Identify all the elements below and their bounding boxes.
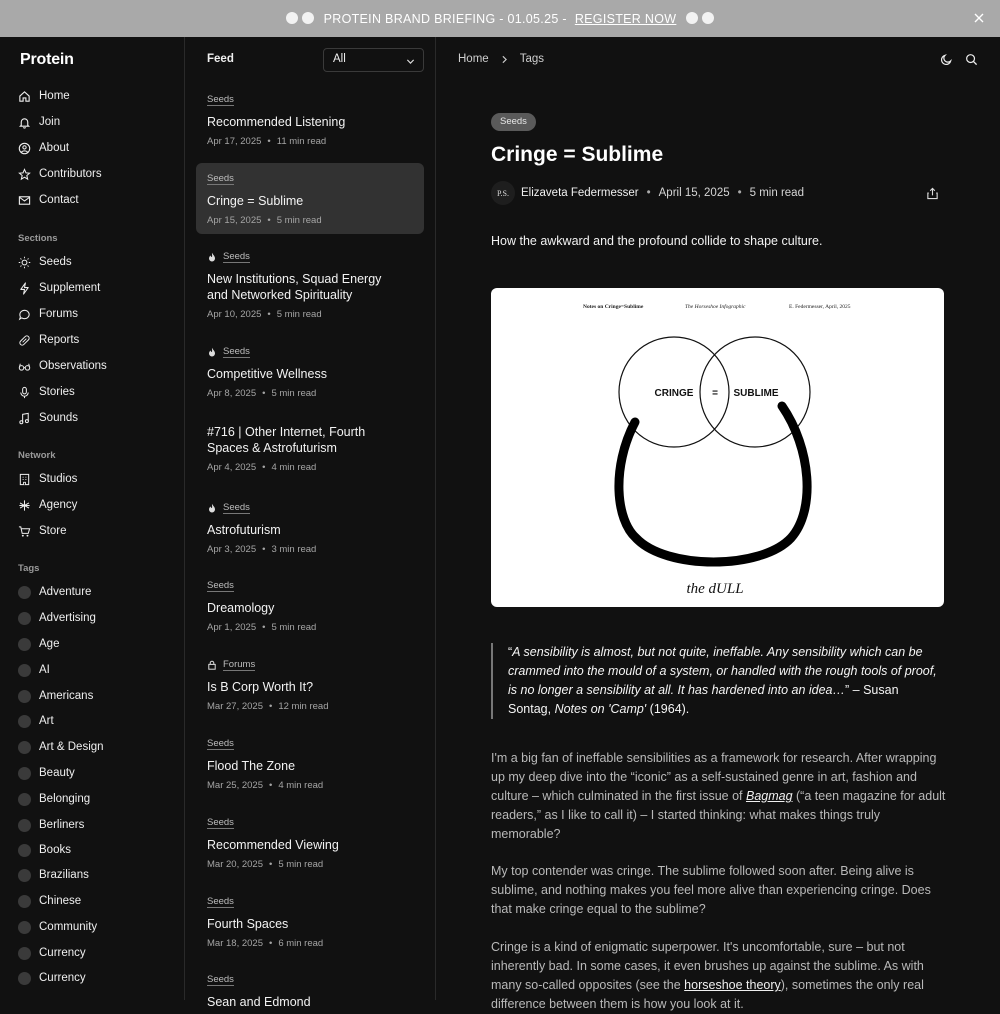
close-icon[interactable] [972, 11, 986, 25]
feed-item-category[interactable]: Seeds [207, 580, 234, 591]
feed-filter-value: All [333, 53, 346, 65]
tag-dot [18, 921, 31, 934]
feed-item-title: Is B Corp Worth It? [207, 680, 314, 694]
nav-label: Forums [39, 308, 78, 320]
tag-art[interactable] [18, 711, 54, 731]
feed-item[interactable] [196, 251, 424, 320]
search-icon[interactable] [965, 53, 978, 66]
blockquote: “A sensibility is almost, but not quite, ineffable. Any sensibility which can be crammed into the mould of a system, or handled with the rough tools of proof, is no longer a sensibility at all. It has hardened into an idea…” – Susan Sontag, Notes on 'Camp' (1964). [491, 643, 944, 719]
nav-observations[interactable] [18, 356, 107, 376]
tag-brazilians[interactable] [18, 865, 89, 885]
feed-item-meta: Apr 15, 2025 • 5 min read [207, 215, 322, 226]
banner-text: PROTEIN BRAND BRIEFING - 01.05.25 - [323, 11, 567, 26]
nav-label: Store [39, 525, 67, 537]
breadcrumb-tags[interactable]: Tags [519, 53, 544, 65]
horseshoe-theory-link[interactable]: horseshoe theory [684, 978, 781, 992]
feed-item[interactable] [196, 974, 424, 1010]
feed-item-meta: Mar 25, 2025 • 4 min read [207, 780, 324, 791]
equals-label: = [712, 388, 718, 399]
left-sidebar [0, 37, 185, 1000]
article-paragraph: My top contender was cringe. The sublime followed soon after. Being alive is sublime, and nothing makes you feel more alive than experiencing cringe. Does that make cringe equal to the sublime? [491, 864, 931, 916]
tag-label: Belonging [39, 793, 91, 805]
tag-dot [18, 819, 31, 832]
feed-item-title: Sean and Edmond [207, 995, 311, 1009]
figure-header-right: E. Federmesser, April, 2025 [789, 304, 851, 310]
nav-contact[interactable] [18, 190, 79, 210]
read-time: 5 min read [749, 187, 804, 199]
feed-item[interactable] [196, 94, 424, 152]
tag-advertising[interactable] [18, 608, 96, 628]
feed-item-meta: Apr 10, 2025 • 5 min read [207, 309, 322, 320]
sublime-label: SUBLIME [733, 388, 779, 399]
tag-label: Americans [39, 690, 94, 702]
feed-item-title: #716 | Other Internet, Fourth Spaces & Astrofuturism [207, 425, 366, 455]
tag-dot [18, 612, 31, 625]
tag-belonging[interactable] [18, 789, 90, 809]
user-circle-icon [18, 142, 31, 155]
tag-dot [18, 895, 31, 908]
tag-dot [18, 767, 31, 780]
asterisk-icon [18, 499, 31, 512]
article-title: Cringe = Sublime [491, 143, 664, 166]
article-paragraph: Cringe is a kind of enigmatic superpower. It's uncomfortable, sure – but not inherently bad. In some cases, it even brushes up against the sublime. As with many so-called opposites (see the horseshoe theory), sometimes the only real difference between them is how you look at it. [491, 940, 924, 1011]
figure-header-mid: The Horseshoe Infographic [685, 304, 746, 310]
tag-dot [18, 690, 31, 703]
nav-label: Join [39, 116, 61, 128]
nav-store[interactable] [18, 521, 67, 541]
tag-label: Berliners [39, 819, 85, 831]
music-icon [18, 412, 31, 425]
mic-icon [18, 386, 31, 399]
nav-label: Contributors [39, 168, 102, 180]
nav-studios[interactable] [18, 469, 77, 489]
tags-heading: Tags [18, 563, 40, 574]
announcement-banner [0, 0, 1000, 37]
feed-item[interactable] [196, 738, 424, 791]
feed-item-meta: Apr 1, 2025 • 5 min read [207, 622, 317, 633]
feed-item-title: Recommended Viewing [207, 838, 339, 852]
network-heading: Network [18, 450, 56, 461]
feed-item-meta: Apr 8, 2025 • 5 min read [207, 388, 317, 399]
feed-title: Feed [207, 53, 234, 65]
feed-item-category[interactable]: Seeds [207, 251, 413, 263]
tag-dot [18, 972, 31, 985]
feed-item-meta: Apr 3, 2025 • 3 min read [207, 544, 317, 555]
feed-item-meta: Mar 20, 2025 • 5 min read [207, 859, 324, 870]
tag-books[interactable] [18, 840, 71, 860]
tag-dot [18, 586, 31, 599]
tag-currency-2[interactable] [18, 968, 86, 988]
tag-dot [18, 793, 31, 806]
tag-pill[interactable]: Seeds [491, 113, 536, 131]
sun-icon [18, 256, 31, 269]
feed-item[interactable] [196, 896, 424, 949]
horseshoe-curve [619, 406, 807, 562]
nav-label: Agency [39, 499, 78, 511]
chat-icon [18, 308, 31, 321]
feed-item-active[interactable] [196, 163, 424, 234]
feed-item-meta: Apr 4, 2025 • 4 min read [207, 462, 317, 473]
nav-label: About [39, 142, 70, 154]
tag-chinese[interactable] [18, 891, 81, 911]
nav-about[interactable] [18, 138, 69, 158]
tag-art-design[interactable] [18, 737, 104, 757]
breadcrumb-home[interactable]: Home [458, 53, 489, 65]
feed-item-meta: Mar 27, 2025 • 12 min read [207, 701, 329, 712]
nav-forums[interactable] [18, 304, 78, 324]
nav-label: Supplement [39, 282, 101, 294]
bagmag-link[interactable]: Bagmag [745, 789, 793, 803]
home-icon [18, 90, 31, 103]
byline: P.S. Elizaveta Federmesser • April 15, 2025 • 5 min read [491, 181, 804, 205]
feed-item-category[interactable]: Seeds [207, 738, 234, 749]
tag-label: Books [39, 844, 71, 856]
flame-icon [207, 252, 217, 262]
nav-supplement[interactable] [18, 278, 100, 298]
tag-dot [18, 869, 31, 882]
tag-dot [18, 638, 31, 651]
dull-label: the dULL [686, 581, 744, 597]
tag-ai[interactable] [18, 660, 50, 680]
tag-label: Art & Design [39, 741, 104, 753]
tag-label: Chinese [39, 895, 82, 907]
article-paragraph: I'm a big fan of ineffable sensibilities as a framework for research. After wrapping up my deep dive into the “iconic” as a self-sustained genre in art, fashion and culture – which culminated in the first issue of Bagmag (“a teen magazine for adult readers,” as I like to call it) – I started thinking: what makes things truly memorable? [491, 751, 946, 841]
feed-item-title: Astrofuturism [207, 523, 281, 537]
nav-label: Reports [39, 334, 80, 346]
tag-label: Age [39, 638, 60, 650]
nav-sounds[interactable] [18, 408, 78, 428]
moon-icon[interactable] [940, 53, 953, 66]
bell-icon [18, 116, 31, 129]
tag-adventure[interactable] [18, 582, 91, 602]
nav-label: Stories [39, 386, 75, 398]
feed-item[interactable] [196, 817, 424, 870]
tag-community[interactable] [18, 917, 97, 937]
nav-stories[interactable] [18, 382, 75, 402]
share-icon[interactable] [926, 187, 939, 200]
star-icon [18, 168, 31, 181]
feed-item-meta: Apr 17, 2025 • 11 min read [207, 136, 327, 147]
feed-item-title: Competitive Wellness [207, 367, 327, 381]
feed-item-title: Fourth Spaces [207, 917, 289, 931]
feed-item-category[interactable]: Seeds [207, 173, 234, 184]
feed-item-title: Flood The Zone [207, 759, 296, 773]
tag-label: Beauty [39, 767, 75, 779]
tag-label: Community [39, 921, 98, 933]
tag-dot [18, 741, 31, 754]
glasses-icon [18, 360, 31, 373]
feed-item-category[interactable]: Seeds [207, 346, 413, 358]
feed-item[interactable] [196, 659, 424, 712]
nav-label: Studios [39, 473, 78, 485]
nav-reports[interactable] [18, 330, 79, 350]
avatar[interactable]: P.S. [491, 181, 515, 205]
cart-icon [18, 525, 31, 538]
feed-item-meta: Mar 18, 2025 • 6 min read [207, 938, 324, 949]
flame-icon [207, 347, 217, 357]
chevron-down-icon [406, 57, 415, 66]
feed-item-title: New Institutions, Squad Energy and Networked Spirituality [207, 272, 382, 302]
register-link[interactable]: REGISTER NOW [574, 11, 677, 26]
feed-item-category[interactable]: Seeds [207, 896, 234, 907]
publish-date: April 15, 2025 [658, 187, 730, 199]
nav-label: Home [39, 90, 70, 102]
nav-label: Contact [39, 194, 79, 206]
tag-beauty[interactable] [18, 763, 75, 783]
cringe-label: CRINGE [654, 388, 694, 399]
nav-label: Observations [39, 360, 107, 372]
author-name[interactable]: Elizaveta Federmesser [521, 187, 639, 199]
nav-label: Seeds [39, 256, 72, 268]
feed-column [185, 37, 436, 1009]
figure-header-left: Notes on Cringe=Sublime [583, 304, 644, 310]
nav-contributors[interactable] [18, 164, 102, 184]
chevron-right-icon [500, 55, 509, 64]
tag-label: AI [39, 664, 50, 676]
feed-item[interactable] [196, 580, 424, 633]
tag-dot [18, 844, 31, 857]
tag-label: Advertising [39, 612, 96, 624]
tag-berliners[interactable] [18, 815, 84, 835]
feed-item[interactable] [196, 346, 424, 399]
tag-label: Currency [39, 972, 86, 984]
pill-icon [18, 334, 31, 347]
nav-home[interactable] [18, 86, 70, 106]
tag-dot [18, 664, 31, 677]
nav-seeds[interactable] [18, 252, 72, 272]
feed-item[interactable] [196, 502, 424, 555]
tag-currency[interactable] [18, 943, 86, 963]
feed-item-title: Dreamology [207, 601, 275, 615]
feed-item[interactable] [196, 424, 424, 473]
breadcrumb [458, 53, 544, 65]
banner-dot-icon [684, 12, 716, 26]
infographic-drawing [491, 288, 944, 607]
feed-item-title: Recommended Listening [207, 115, 346, 129]
tag-americans[interactable] [18, 686, 93, 706]
banner-dot-icon [284, 12, 316, 26]
nav-label: Sounds [39, 412, 79, 424]
nav-join[interactable] [18, 112, 60, 132]
sections-heading: Sections [18, 233, 58, 244]
tag-dot [18, 947, 31, 960]
logo[interactable]: Protein [20, 51, 74, 68]
article-dek: How the awkward and the profound collide to shape culture. [491, 234, 823, 248]
bolt-icon [18, 282, 31, 295]
lock-icon [207, 660, 217, 670]
feed-item-category[interactable]: Seeds [207, 974, 234, 985]
flame-icon [207, 503, 217, 513]
feed-item-title: Cringe = Sublime [207, 194, 304, 208]
feed-item-category[interactable]: Seeds [207, 502, 413, 514]
article-main [436, 37, 1000, 1011]
feed-item-category[interactable]: Forums [207, 659, 413, 671]
mail-icon [18, 194, 31, 207]
tag-label: Currency [39, 947, 86, 959]
feed-item-category[interactable]: Seeds [207, 817, 234, 828]
feed-item-category[interactable]: Seeds [207, 94, 234, 105]
tag-dot [18, 715, 31, 728]
horseshoe-infographic [491, 288, 944, 607]
feed-filter-select[interactable] [323, 48, 424, 72]
nav-agency[interactable] [18, 495, 77, 515]
tag-age[interactable] [18, 634, 59, 654]
tag-label: Adventure [39, 586, 92, 598]
tag-label: Brazilians [39, 869, 89, 881]
tag-label: Art [39, 715, 54, 727]
building-icon [18, 473, 31, 486]
